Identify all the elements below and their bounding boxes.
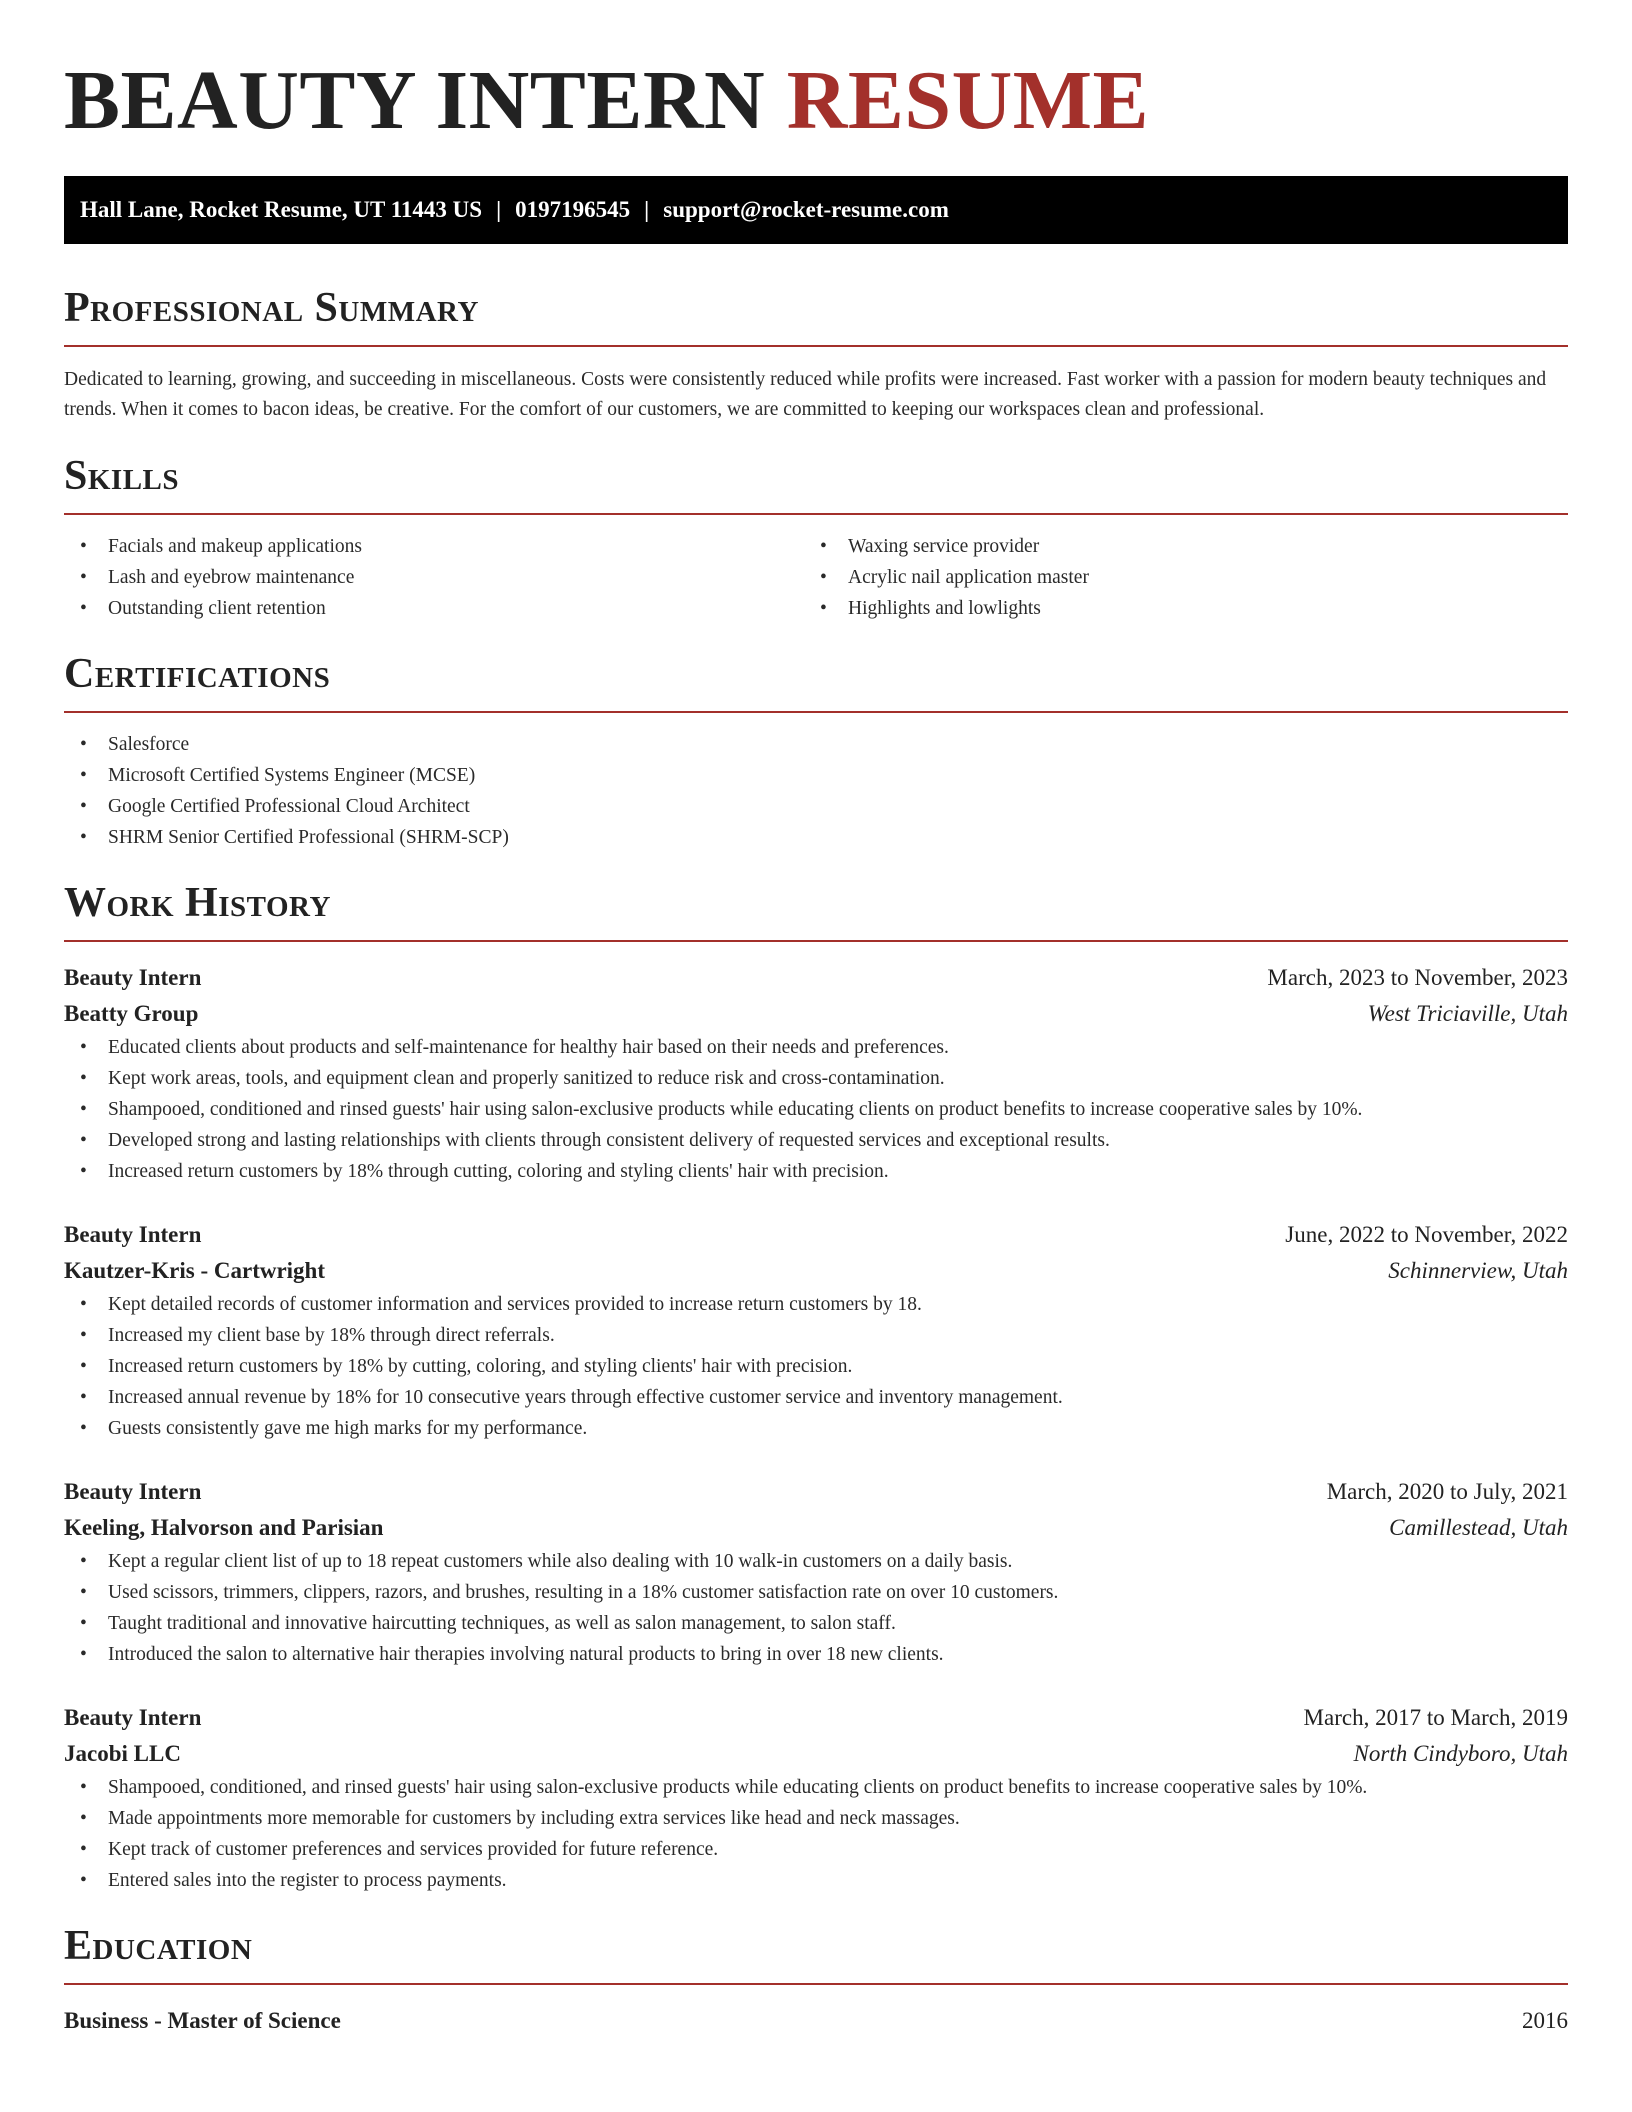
section-divider <box>64 345 1568 347</box>
job-bullet: • Shampooed, conditioned, and rinsed guests' hair using salon-exclusive products while educating clients on product benefits to increase cooperative sales by 10%. <box>64 1772 1568 1803</box>
skills-list-right <box>804 531 1544 624</box>
job-company: Keeling, Halvorson and Parisian <box>64 1515 384 1540</box>
job-header-row <box>64 1700 1568 1736</box>
section-heading-education: Education <box>64 1923 253 1969</box>
skills-list-left <box>64 531 804 624</box>
job-bullet: • Increased return customers by 18% through cutting, coloring and styling clients' hair with precision. <box>64 1156 1568 1187</box>
job-bullet-list <box>64 1772 1568 1896</box>
skill-item: • Outstanding client retention <box>64 593 804 624</box>
job-title: Beauty Intern <box>64 965 202 990</box>
job-location: North Cindyboro, Utah <box>1353 1741 1568 1766</box>
skill-item: • Waxing service provider <box>804 531 1544 562</box>
education-degree: Business - Master of Science <box>64 2008 341 2033</box>
job-entry <box>64 1700 1568 1896</box>
job-dates: March, 2020 to July, 2021 <box>1326 1479 1568 1504</box>
section-divider <box>64 940 1568 942</box>
section-heading-work-history: Work History <box>64 880 331 926</box>
job-entry <box>64 960 1568 1187</box>
job-bullet: • Educated clients about products and self-maintenance for healthy hair based on their needs and preferences. <box>64 1032 1568 1063</box>
job-dates: March, 2017 to March, 2019 <box>1303 1705 1568 1730</box>
summary-section <box>64 283 1568 425</box>
job-location: West Triciaville, Utah <box>1367 1001 1568 1026</box>
certification-item: • Microsoft Certified Systems Engineer (MCSE) <box>64 760 1568 791</box>
job-bullet-list <box>64 1546 1568 1670</box>
job-bullet: • Taught traditional and innovative haircutting techniques, as well as salon management, to salon staff. <box>64 1608 1568 1639</box>
job-bullet: • Used scissors, trimmers, clippers, razors, and brushes, resulting in a 18% customer satisfaction rate on over 10 customers. <box>64 1577 1568 1608</box>
job-bullet: • Made appointments more memorable for customers by including extra services like head and neck massages. <box>64 1803 1568 1834</box>
work-history-section <box>64 878 1568 1896</box>
contact-address: Hall Lane, Rocket Resume, UT 11443 US <box>80 197 483 222</box>
job-bullet: • Kept a regular client list of up to 18 repeat customers while also dealing with 10 walk-in customers on a daily basis. <box>64 1546 1568 1577</box>
job-bullet: • Shampooed, conditioned and rinsed guests' hair using salon-exclusive products while educating clients on product benefits to increase cooperative sales by 10%. <box>64 1094 1568 1125</box>
certifications-section <box>64 649 1568 853</box>
skill-item: • Acrylic nail application master <box>804 562 1544 593</box>
job-dates: March, 2023 to November, 2023 <box>1267 965 1568 990</box>
skill-item: • Lash and eyebrow maintenance <box>64 562 804 593</box>
contact-phone: 0197196545 <box>515 197 631 222</box>
job-company: Beatty Group <box>64 1001 199 1026</box>
job-bullet: • Increased annual revenue by 18% for 10 consecutive years through effective customer service and inventory management. <box>64 1382 1568 1413</box>
job-header-row <box>64 1217 1568 1253</box>
job-bullet: • Developed strong and lasting relationships with clients through consistent delivery of requested services and exceptional results. <box>64 1125 1568 1156</box>
job-bullet: • Kept work areas, tools, and equipment clean and properly sanitized to reduce risk and cross-contamination. <box>64 1063 1568 1094</box>
job-header-row <box>64 960 1568 996</box>
title-main: BEAUTY INTERN <box>64 54 766 147</box>
job-bullet: • Increased my client base by 18% through direct referrals. <box>64 1320 1568 1351</box>
certification-item: • Salesforce <box>64 729 1568 760</box>
skill-item: • Facials and makeup applications <box>64 531 804 562</box>
certification-item: • Google Certified Professional Cloud Architect <box>64 791 1568 822</box>
job-bullet-list <box>64 1289 1568 1444</box>
job-location: Camillestead, Utah <box>1389 1515 1568 1540</box>
section-heading-certifications: Certifications <box>64 651 331 697</box>
job-bullet-list <box>64 1032 1568 1187</box>
job-bullet: • Kept track of customer preferences and services provided for future reference. <box>64 1834 1568 1865</box>
job-dates: June, 2022 to November, 2022 <box>1285 1222 1568 1247</box>
job-title: Beauty Intern <box>64 1222 202 1247</box>
skills-section <box>64 451 1568 624</box>
section-heading-skills: Skills <box>64 453 180 499</box>
job-company-row <box>64 1253 1568 1289</box>
job-title: Beauty Intern <box>64 1705 202 1730</box>
title-accent: RESUME <box>786 54 1150 147</box>
skill-item: • Highlights and lowlights <box>804 593 1544 624</box>
education-year: 2016 <box>1522 2008 1568 2033</box>
job-company-row <box>64 1736 1568 1772</box>
contact-email: support@rocket-resume.com <box>663 197 949 222</box>
job-company: Jacobi LLC <box>64 1741 181 1766</box>
job-location: Schinnerview, Utah <box>1388 1258 1568 1283</box>
contact-separator: | <box>644 197 650 222</box>
job-company: Kautzer-Kris - Cartwright <box>64 1258 326 1283</box>
job-title: Beauty Intern <box>64 1479 202 1504</box>
skills-columns <box>64 531 1568 624</box>
job-company-row <box>64 996 1568 1032</box>
job-bullet: • Entered sales into the register to process payments. <box>64 1865 1568 1896</box>
contact-bar <box>64 176 1568 244</box>
section-heading-summary: Professional Summary <box>64 285 479 331</box>
education-section <box>64 1921 1568 2039</box>
section-divider <box>64 711 1568 713</box>
section-divider <box>64 1983 1568 1985</box>
job-entry <box>64 1217 1568 1444</box>
job-bullet: • Introduced the salon to alternative hair therapies involving natural products to bring in over 18 new clients. <box>64 1639 1568 1670</box>
job-bullet: • Kept detailed records of customer information and services provided to increase return customers by 18. <box>64 1289 1568 1320</box>
contact-separator: | <box>496 197 502 222</box>
resume-title <box>64 0 1568 150</box>
job-header-row <box>64 1474 1568 1510</box>
education-row <box>64 2003 1568 2039</box>
summary-text: Dedicated to learning, growing, and succeeding in miscellaneous. Costs were consistently reduced while profits were increased. Fast worker with a passion for modern beauty techniques and trends. When it comes to bacon ideas, be creative. For the comfort of our customers, we are committed to keeping our workspaces clean and professional. <box>64 369 1547 420</box>
job-entry <box>64 1474 1568 1670</box>
certification-item: • SHRM Senior Certified Professional (SHRM-SCP) <box>64 822 1568 853</box>
job-company-row <box>64 1510 1568 1546</box>
certifications-list <box>64 729 1568 853</box>
job-bullet: • Increased return customers by 18% by cutting, coloring, and styling clients' hair with precision. <box>64 1351 1568 1382</box>
job-bullet: • Guests consistently gave me high marks for my performance. <box>64 1413 1568 1444</box>
section-divider <box>64 513 1568 515</box>
